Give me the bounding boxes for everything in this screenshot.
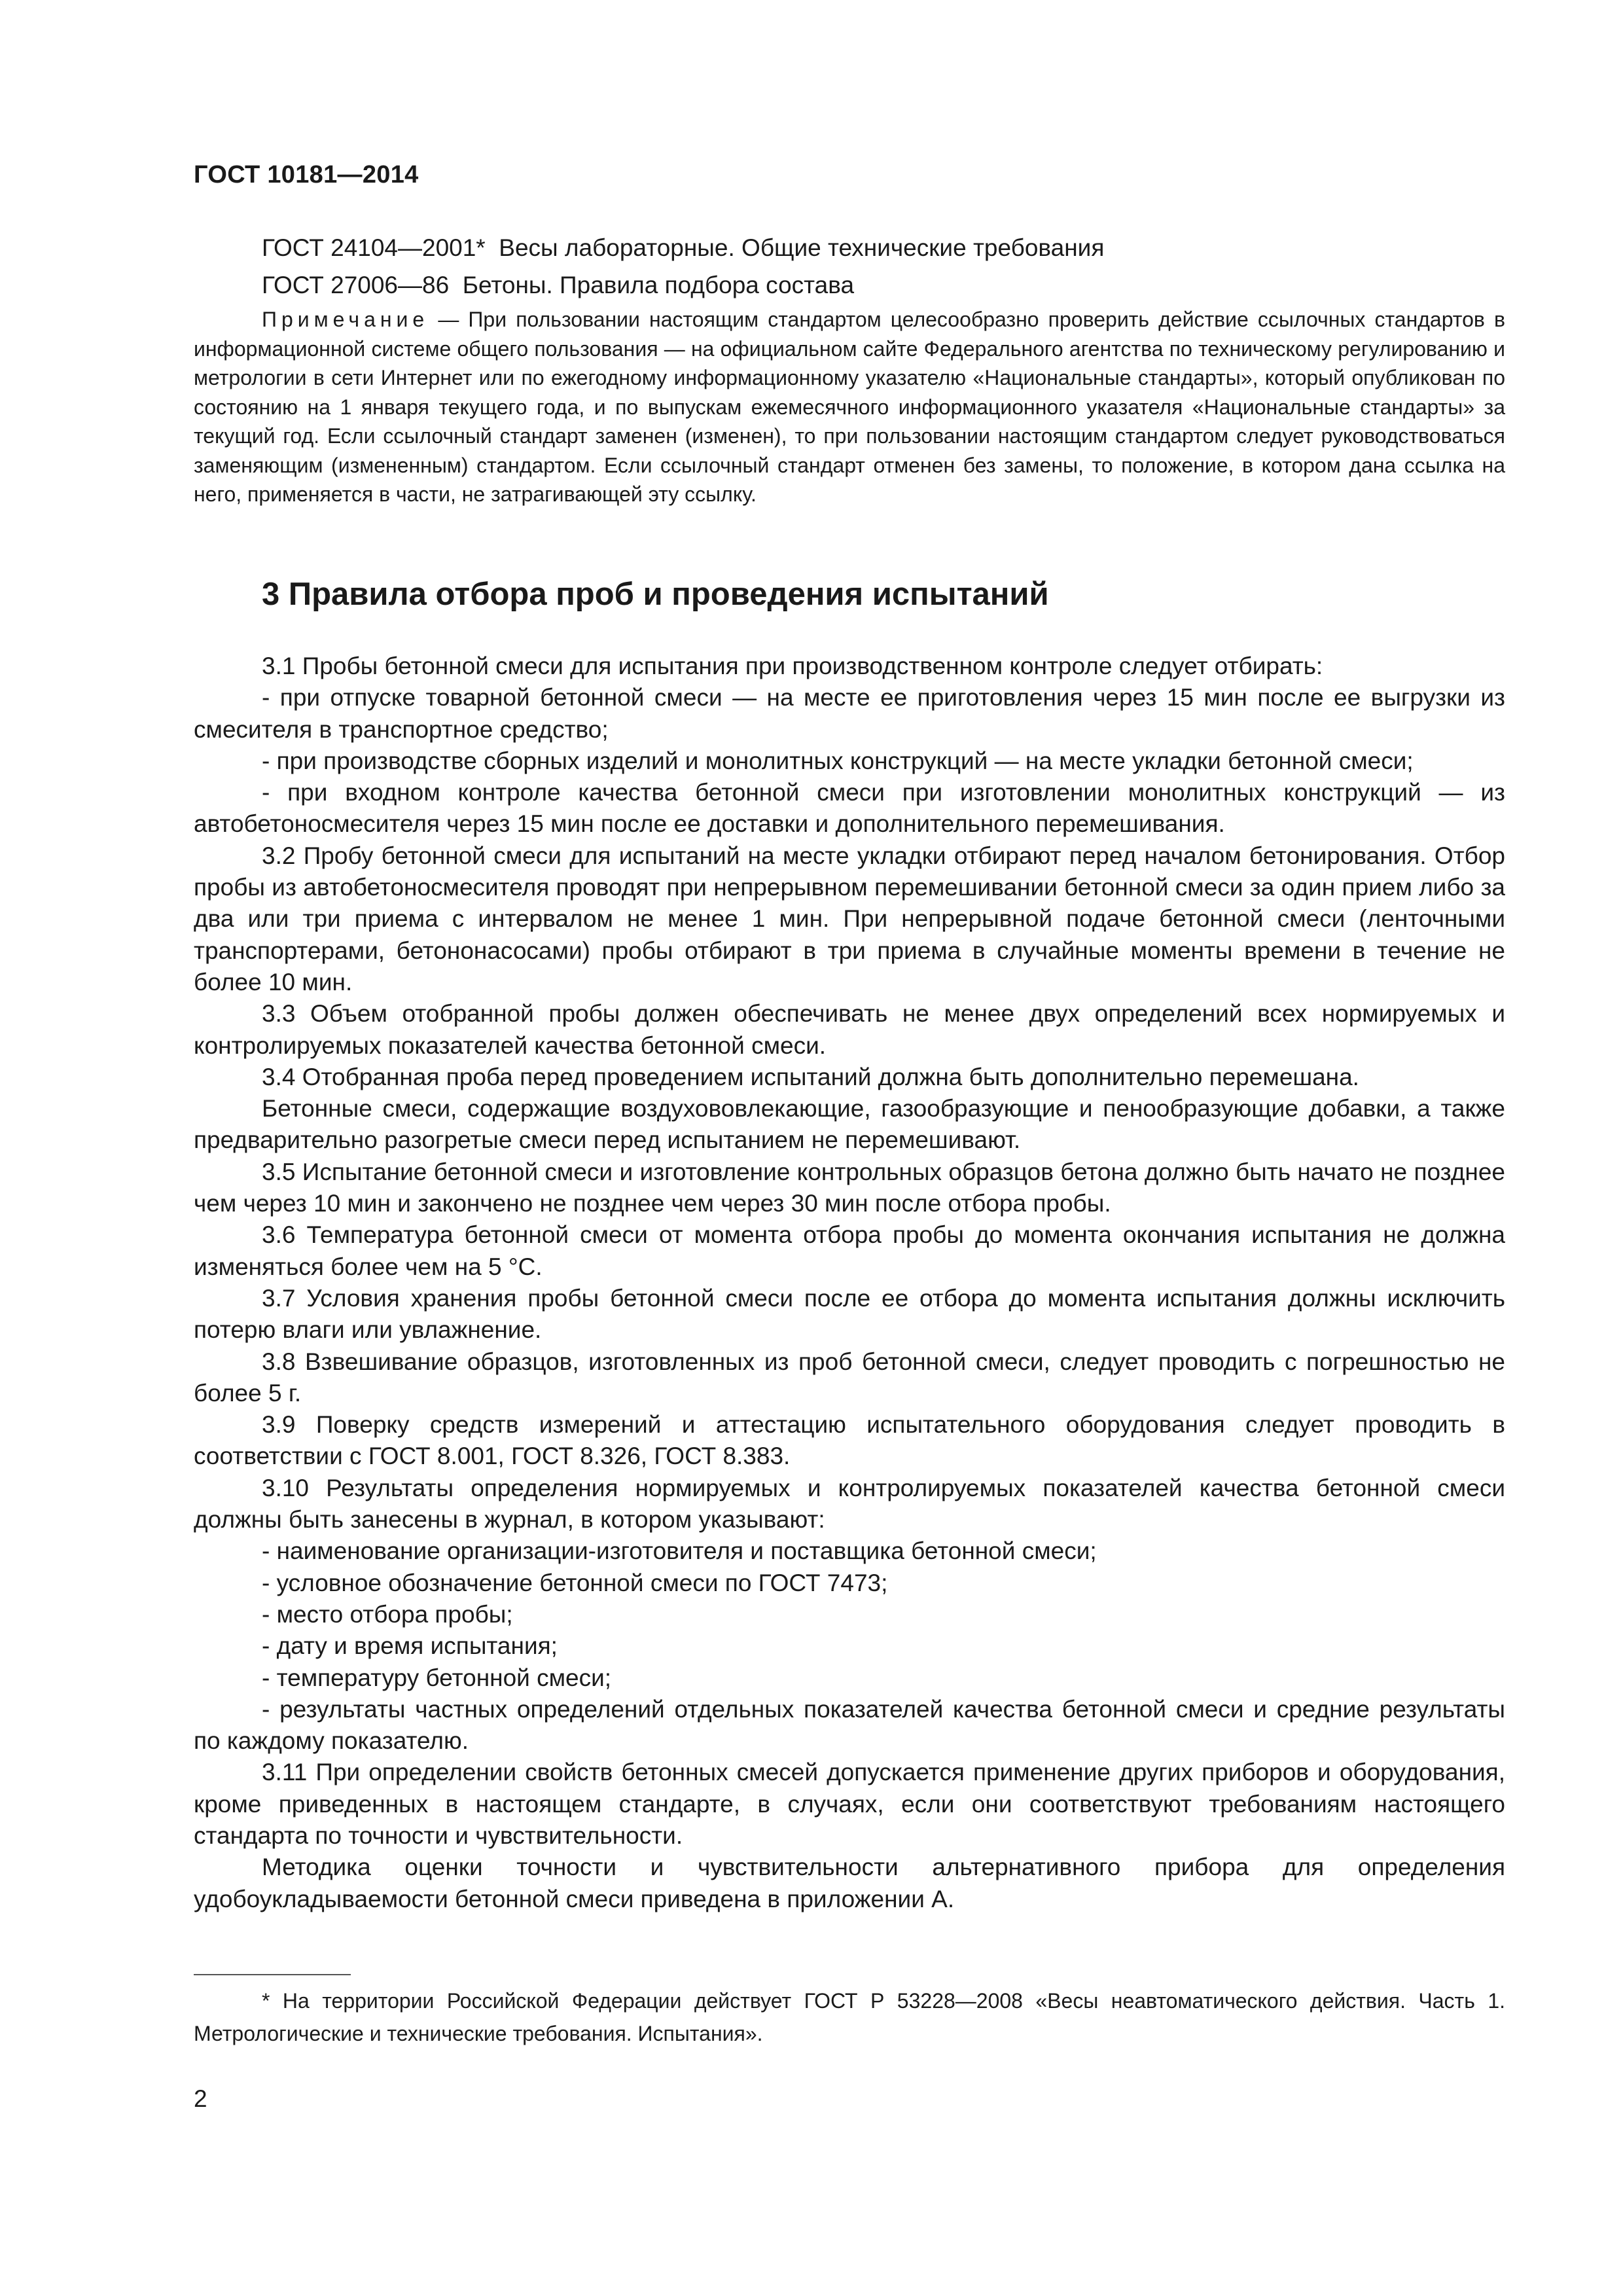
footnote-divider bbox=[194, 1974, 351, 1975]
paragraph: - при входном контроле качества бетонной смеси при изготовлении монолитных конструкций — из автобетоносмесителя через 15 мин после ее доставки и дополнительного перемешивания. bbox=[194, 779, 1505, 838]
paragraph: 3.3 Объем отобранной пробы должен обеспечивать не менее двух определений всех нормируемых и контролируемых показателей качества бетонной смеси. bbox=[194, 1000, 1505, 1059]
paragraph: Методика оценки точности и чувствительности альтернативного прибора для определения удобоукладываемости бетонной смеси приведена в приложении А. bbox=[194, 1854, 1505, 1912]
paragraph: 3.8 Взвешивание образцов, изготовленных из проб бетонной смеси, следует проводить с погрешностью не более 5 г. bbox=[194, 1348, 1505, 1407]
paragraph: 3.5 Испытание бетонной смеси и изготовление контрольных образцов бетона должно быть начато не позднее чем через 10 мин и закончено не позднее чем через 30 мин после отбора пробы. bbox=[194, 1158, 1505, 1217]
note-block bbox=[194, 305, 1505, 509]
paragraph: 3.1 Пробы бетонной смеси для испытания при производственном контроле следует отбирать: bbox=[262, 653, 1323, 679]
document-header: ГОСТ 10181—2014 bbox=[194, 161, 419, 188]
paragraph: Бетонные смеси, содержащие воздухововлекающие, газообразующие и пенообразующие добавки, а также предварительно разогретые смеси перед испытанием не перемешивают. bbox=[194, 1095, 1505, 1154]
reference-code: ГОСТ 27006—86 bbox=[262, 272, 450, 298]
note-text: — При пользовании настоящим стандартом целесообразно проверить действие ссылочных стандартов в информационной системе общего пользования — на официальном сайте Федерального агентства по техническому регулированию и метрологии в сети Интернет или по ежегодному информационному указателю «Национальные стандарты», который опубликован по состоянию на 1 января текущего года, и по выпускам ежемесячного информационного указателя «Национальные стандарты» за текущий год. Если ссылочный стандарт заменен (изменен), то при пользовании настоящим стандартом следует руководствоваться заменяющим (измененным) стандартом. Если ссылочный стандарт отменен без замены, то положение, в котором дана ссылка на него, применяется в части, не затрагивающей эту ссылку. bbox=[194, 308, 1505, 506]
reference-title: Бетоны. Правила подбора состава bbox=[462, 272, 855, 298]
page-number: 2 bbox=[194, 2085, 207, 2112]
reference-item bbox=[262, 266, 1104, 304]
list-item: - результаты частных определений отдельных показателей качества бетонной смеси и средние результаты по каждому показателю. bbox=[194, 1695, 1505, 1755]
note-label: Примечание bbox=[262, 308, 429, 331]
section-title: 3 Правила отбора проб и проведения испытаний bbox=[262, 577, 1049, 612]
paragraph: 3.7 Условия хранения пробы бетонной смеси после ее отбора до момента испытания должны исключить потерю влаги или увлажнение. bbox=[194, 1284, 1505, 1344]
reference-code: ГОСТ 24104—2001* bbox=[262, 234, 486, 261]
reference-title: Весы лабораторные. Общие технические требования bbox=[499, 234, 1105, 261]
normative-references bbox=[262, 229, 1104, 304]
paragraph: 3.11 При определении свойств бетонных смесей допускается применение других приборов и оборудования, кроме приведенных в настоящем стандарте, в случаях, если они соответствуют требованиям настоящего стандарта по точности и чувствительности. bbox=[194, 1759, 1505, 1849]
paragraph: 3.4 Отобранная проба перед проведением испытаний должна быть дополнительно перемешана. bbox=[262, 1063, 1359, 1090]
reference-item bbox=[262, 229, 1104, 266]
list-item: - место отбора пробы; bbox=[262, 1600, 513, 1628]
list-item: - условное обозначение бетонной смеси по ГОСТ 7473; bbox=[262, 1569, 888, 1596]
paragraph: - при отпуске товарной бетонной смеси — на месте ее приготовления через 15 мин после ее выгрузки из смесителя в транспортное средство; bbox=[194, 684, 1505, 743]
paragraph: 3.2 Пробу бетонной смеси для испытаний на месте укладки отбирают перед началом бетонирования. Отбор пробы из автобетоносмесителя проводят при непрерывном перемешивании бетонной смеси за один прием либо за два или три приема с интервалом не менее 1 мин. При непрерывной подаче бетонной смеси (ленточными транспортерами, бетононасосами) пробы отбирают в три приема в случайные моменты времени в течение не более 10 мин. bbox=[194, 842, 1505, 996]
list-item: - дату и время испытания; bbox=[262, 1632, 558, 1660]
paragraph: 3.9 Поверку средств измерений и аттестацию испытательного оборудования следует проводить в соответствии с ГОСТ 8.001, ГОСТ 8.326, ГОСТ 8.383. bbox=[194, 1411, 1505, 1470]
list-item: - наименование организации-изготовителя и поставщика бетонной смеси; bbox=[262, 1537, 1097, 1565]
section-body bbox=[194, 651, 1505, 1915]
list-item: - температуру бетонной смеси; bbox=[262, 1664, 612, 1691]
paragraph: 3.10 Результаты определения нормируемых и контролируемых показателей качества бетонной смеси должны быть занесены в журнал, в котором указывают: bbox=[194, 1474, 1505, 1534]
paragraph: - при производстве сборных изделий и монолитных конструкций — на месте укладки бетонной смеси; bbox=[262, 747, 1414, 774]
footnote: * На территории Российской Федерации действует ГОСТ Р 53228—2008 «Весы неавтоматического действия. Часть 1. Метрологические и технические требования. Испытания». bbox=[194, 1989, 1505, 2045]
paragraph: 3.6 Температура бетонной смеси от момента отбора пробы до момента окончания испытания не должна изменяться более чем на 5 °С. bbox=[194, 1221, 1505, 1280]
